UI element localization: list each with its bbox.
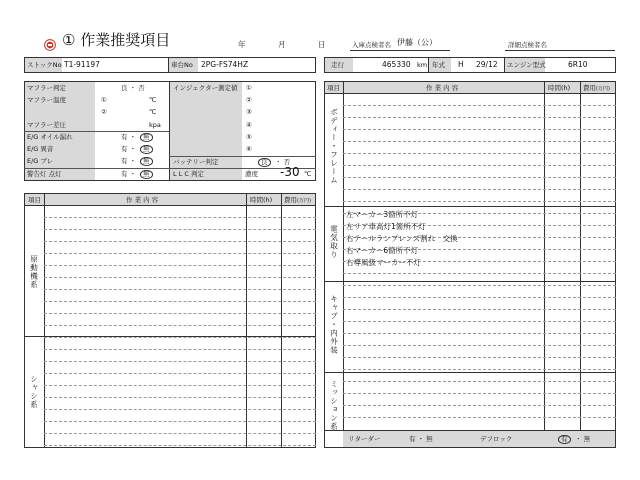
- dash-line: [44, 253, 316, 254]
- item-header: 項目: [28, 196, 41, 204]
- stock-value: T1-91197: [64, 60, 100, 69]
- mileage-value: 465330: [382, 60, 411, 69]
- eg-shake-label: E/G ブレ: [27, 157, 54, 165]
- item-header: 項目: [327, 84, 340, 92]
- inspector-name: 伊藤（公）: [397, 38, 437, 47]
- dash-line: [44, 409, 316, 410]
- dash-line: [343, 345, 616, 346]
- dash-line: [343, 381, 616, 382]
- dash-line: [44, 361, 316, 362]
- dash-line: [343, 189, 616, 190]
- battery-good: [258, 158, 271, 167]
- dash-line: [343, 297, 616, 298]
- diff-lock-no: ・ 無: [575, 435, 591, 443]
- dash-line: [44, 277, 316, 278]
- eg-shake-none: [140, 157, 153, 166]
- dash-line: [44, 289, 316, 290]
- dash-line: [44, 301, 316, 302]
- diff-lock-yes: [558, 435, 571, 444]
- dash-line: [343, 141, 616, 142]
- electrical-item: 左リア車高灯1箇所不灯: [346, 222, 426, 231]
- work-header: 作 業 内 容: [426, 84, 459, 92]
- check-row-line: [169, 156, 316, 157]
- llc-label: L L C 判定: [173, 170, 204, 178]
- check-divider: [169, 81, 170, 181]
- eg-noise-options: 有 ・: [121, 145, 137, 153]
- chassis-value: 2PG-FS74HZ: [201, 60, 249, 69]
- model-year-label: 年式: [432, 61, 445, 69]
- dash-line: [44, 313, 316, 314]
- cost-unit: (万円): [596, 86, 610, 92]
- eg-oil-options: 有 ・: [121, 133, 137, 141]
- dash-line: [44, 241, 316, 242]
- dash-line: [343, 321, 616, 322]
- section-body: ボディー・フレーム: [329, 108, 339, 185]
- cost-header: [284, 197, 311, 204]
- section-cab: キャブ・内外装: [329, 295, 339, 355]
- check-row-line: [24, 131, 169, 132]
- right-table-header: [325, 82, 615, 93]
- electrical-item: 右マーカー6箇所不灯: [346, 246, 419, 255]
- dash-line: [343, 105, 616, 106]
- section-chassis: シャシ系: [29, 375, 39, 409]
- eg-noise-circled: 無: [140, 145, 153, 154]
- left-dash-lines: [44, 205, 316, 448]
- muffler-judge-label: マフラー判定: [27, 84, 66, 92]
- dash-line: [44, 325, 316, 326]
- dash-line: [44, 385, 316, 386]
- dash-line: [44, 397, 316, 398]
- dash-line: [44, 265, 316, 266]
- llc-unit: ℃: [304, 170, 312, 178]
- injector-label: インジェクター測定値: [173, 84, 238, 92]
- warn-lamp-none: [140, 170, 153, 179]
- injector-2: ②: [246, 96, 252, 104]
- battery-bad: ・ 否: [275, 158, 291, 166]
- mileage-label: 走行: [331, 61, 344, 69]
- eg-shake-options: 有 ・: [121, 157, 137, 165]
- day-label: 日: [318, 40, 326, 49]
- check-row-line: [24, 168, 316, 169]
- cost-label: 費用: [284, 196, 297, 204]
- chassis-label: 車台No: [171, 61, 193, 69]
- muffler-temp-2: ②: [101, 108, 107, 116]
- inspector-underline: [350, 50, 450, 51]
- stock-label: ストックNo: [27, 61, 62, 69]
- electrical-item: 右導風扱マーカー不灯: [346, 258, 421, 267]
- dash-line: [343, 129, 616, 130]
- dash-line: [44, 337, 316, 338]
- month-label: 月: [278, 40, 286, 49]
- eg-oil-label: E/G オイル漏れ: [27, 133, 73, 141]
- mileage-unit: km: [417, 61, 428, 69]
- detail-inspector-underline: [505, 50, 615, 51]
- eg-noise-none: [140, 145, 153, 154]
- dash-line: [343, 405, 616, 406]
- era-value: H: [458, 60, 464, 69]
- detail-inspector-label: 詳細点検者名: [508, 41, 547, 49]
- dash-line: [44, 217, 316, 218]
- eg-noise-label: E/G 異音: [27, 145, 54, 153]
- concentration-label: 濃度: [245, 170, 258, 178]
- time-header: 時間(h): [250, 196, 273, 204]
- dash-line: [343, 369, 616, 370]
- dash-line: [343, 333, 616, 334]
- dash-line: [343, 417, 616, 418]
- diff-lock-circled: 有: [558, 435, 571, 444]
- section-engine: 原動機系: [29, 255, 39, 289]
- cost-label: 費用: [583, 84, 596, 92]
- eg-oil-circled: 無: [140, 133, 153, 142]
- muffler-temp-1: ①: [101, 96, 107, 104]
- llc-value: -30: [280, 165, 300, 179]
- muffler-temp-unit-1: ℃: [149, 96, 157, 104]
- dash-line: [343, 309, 616, 310]
- retarder-options: 有 ・ 無: [409, 435, 433, 443]
- muffler-judge-options: 良 ・ 否: [121, 84, 145, 92]
- battery-label: バッテリー判定: [173, 158, 219, 166]
- dash-line: [343, 285, 616, 286]
- muffler-temp-unit-2: ℃: [149, 108, 157, 116]
- dash-line: [343, 165, 616, 166]
- dash-line: [44, 373, 316, 374]
- warn-lamp-label: 警告灯 点灯: [27, 170, 62, 178]
- dash-line: [343, 153, 616, 154]
- section-electrical: 電気取り: [329, 225, 339, 259]
- eg-oil-none: [140, 133, 153, 142]
- injector-5: ⑤: [246, 133, 252, 141]
- warn-lamp-options: 有 ・: [121, 170, 137, 178]
- battery-circled: 良: [258, 158, 271, 167]
- electrical-item: 左マーカー3箇所不灯: [346, 210, 419, 219]
- dash-line: [343, 177, 616, 178]
- dash-line: [44, 229, 316, 230]
- engine-value: 6R10: [568, 60, 588, 69]
- dash-line: [44, 349, 316, 350]
- eg-shake-circled: 無: [140, 157, 153, 166]
- dash-line: [343, 273, 616, 274]
- retarder-label: リターダー: [348, 435, 381, 443]
- injector-3: ③: [246, 108, 252, 116]
- electrical-item: 右テールランプレンズ割れ 交換: [346, 234, 458, 243]
- dash-line: [44, 421, 316, 422]
- time-header: 時間(h): [548, 84, 571, 92]
- inspector-label: 入庫点検者名: [352, 41, 391, 49]
- injector-6: ⑥: [246, 145, 252, 153]
- warn-lamp-circled: 無: [140, 170, 153, 179]
- engine-label: エンジン型式: [507, 61, 546, 69]
- dash-line: [44, 433, 316, 434]
- injector-4: ④: [246, 121, 252, 129]
- muffler-diff-unit: kpa: [149, 121, 161, 129]
- cost-unit: (万円): [297, 198, 311, 204]
- logo: [44, 36, 56, 48]
- dash-line: [343, 393, 616, 394]
- work-header: 作 業 内 容: [126, 196, 159, 204]
- diff-lock-label: デフロック: [480, 435, 513, 443]
- muffler-diff-label: マフラー差圧: [27, 121, 66, 129]
- year-label: 年: [238, 40, 246, 49]
- dash-line: [343, 201, 616, 202]
- dash-line: [343, 117, 616, 118]
- cost-header: [583, 85, 610, 92]
- dash-line: [343, 357, 616, 358]
- page-title: ① 作業推奨項目: [62, 31, 171, 49]
- section-mission: ミッション系: [329, 380, 339, 431]
- muffler-temp-label: マフラー温度: [27, 96, 66, 104]
- dash-line: [44, 445, 316, 446]
- model-year-value: 29/12: [476, 60, 498, 69]
- injector-1: ①: [246, 84, 252, 92]
- seal-icon: [44, 39, 56, 51]
